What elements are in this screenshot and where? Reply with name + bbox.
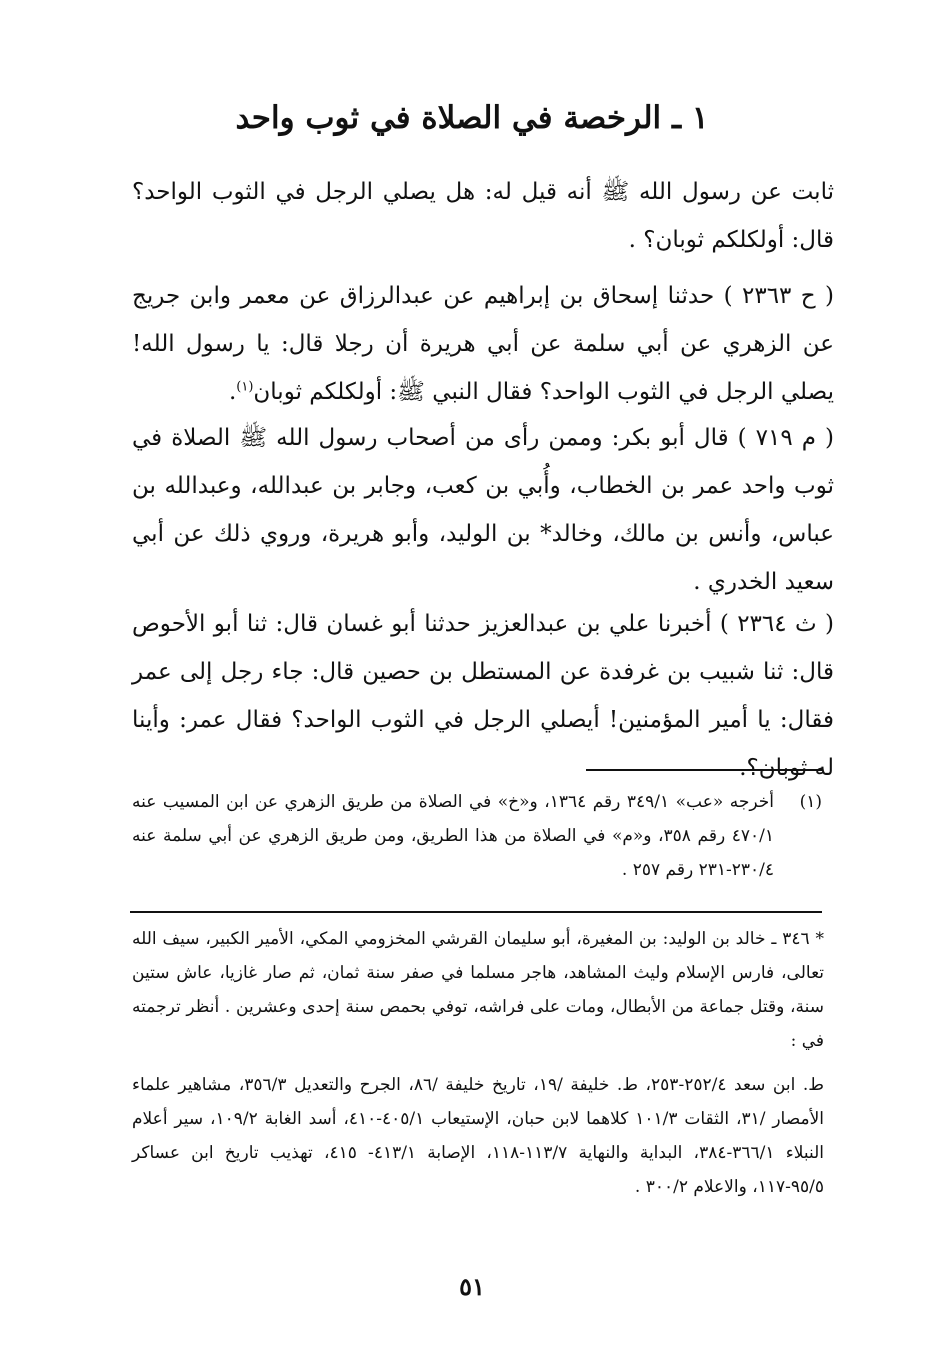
paragraph-opinion-719-text: ( م ٧١٩ ) قال أبو بكر: وممن رأى من أصحاب رسول الله ﷺ الصلاة في ثوب واحد عمر بن الخطاب، وأُبي بن كعب، وجابر بن عبدالله، وعبدالله بن عباس، وأنس بن مالك، وخالد* بن الوليد، وأبو هريرة، وروي ذلك عن أبي سعيد الخدري . [132,425,834,595]
footnote-biography [132,922,824,1204]
footnote-1-number: (١) [799,792,822,812]
paragraph-intro-text: ثابت عن رسول الله ﷺ أنه قيل له: هل يصلي الرجل في الثوب الواحد؟ قال: أولكلكم ثوبان؟ . [132,179,834,253]
footnote-biography-text: * ٣٤٦ ـ خالد بن الوليد: بن المغيرة، أبو سليمان القرشي المخزومي المكي، الأمير الكبير، سيف الله تعالى، فارس الإسلام وليث المشاهد، هاجر مسلما في صفر سنة ثمان، ثم صار غازيا، عاش ستين سنة، وقتل جماعة من الأبطال، ومات على فراشه، توفي بحمص سنة إحدى وعشرين . أنظر ترجمته في : [132,929,824,1051]
section-title: ١ ـ الرخصة في الصلاة في ثوب واحد [235,100,709,136]
footnote-1-text: أخرجه «عب» ٣٤٩/١ رقم ١٣٦٤، و«خ» في الصلاة من طريق الزهري عن ابن المسيب عنه ٤٧٠/١ رقم ٣٥٨، و«م» في الصلاة من هذا الطريق، ومن طريق الزهري عن أبي سلمة عنه ٢٣٠/٤-٢٣١ رقم ٢٥٧ . [132,792,774,880]
paragraph-hadith-2363-body: ( ح ٢٣٦٣ ) حدثنا إسحاق بن إبراهيم عن عبدالرزاق عن معمر وابن جريج عن الزهري عن أبي سلمة عن أبي هريرة أن رجلا قال: يا رسول الله! يصلي الرجل في الثوب الواحد؟ فقال النبي ﷺ: أولكلكم ثوبان [132,283,834,405]
paragraph-athar-2364-text: ( ث ٢٣٦٤ ) أخبرنا علي بن عبدالعزيز حدثنا أبو غسان قال: ثنا أبو الأحوص قال: ثنا شبيب بن غرفدة عن المستطل بن حصين قال: جاء رجل إلى عمر فقال: يا أمير المؤمنين! أيصلي الرجل في الثوب الواحد؟ فقال عمر: وأينا له ثوبان؟. [132,611,834,781]
paragraph-hadith-2363-text [132,272,834,416]
paragraph-hadith-2363-end: . [228,379,237,405]
footnote-divider [586,769,822,771]
footnote-ref-1[interactable]: (١) [236,379,254,395]
footnote-1 [132,785,822,887]
page-number: ٥١ [459,1272,485,1301]
paragraph-athar-2364 [132,600,834,792]
biography-divider [130,911,822,913]
footnote-biography-sources: ط. ابن سعد ٢٥٢/٤-٢٥٣، ط. خليفة /١٩، تاريخ خليفة /٨٦، الجرح والتعديل ٣٥٦/٣، مشاهير علماء الأمصار /٣١، الثقات ١٠١/٣ كلاهما لابن حبان، الإستيعاب ٤٠٥/١-٤١٠، أسد الغابة ١٠٩/٢، سير أعلام النبلاء ٣٦٦/١-٣٨٤، البداية والنهاية ١١٣/٧-١١٨، الإصابة ٤١٣/١- ٤١٥، تهذيب تاريخ ابن عساكر ٩٥/٥-١١٧، والاعلام ٣٠٠/٢ . [132,1075,824,1197]
paragraph-opinion-719 [132,414,834,606]
paragraph-hadith-2363 [132,272,834,416]
paragraph-intro [132,168,834,264]
